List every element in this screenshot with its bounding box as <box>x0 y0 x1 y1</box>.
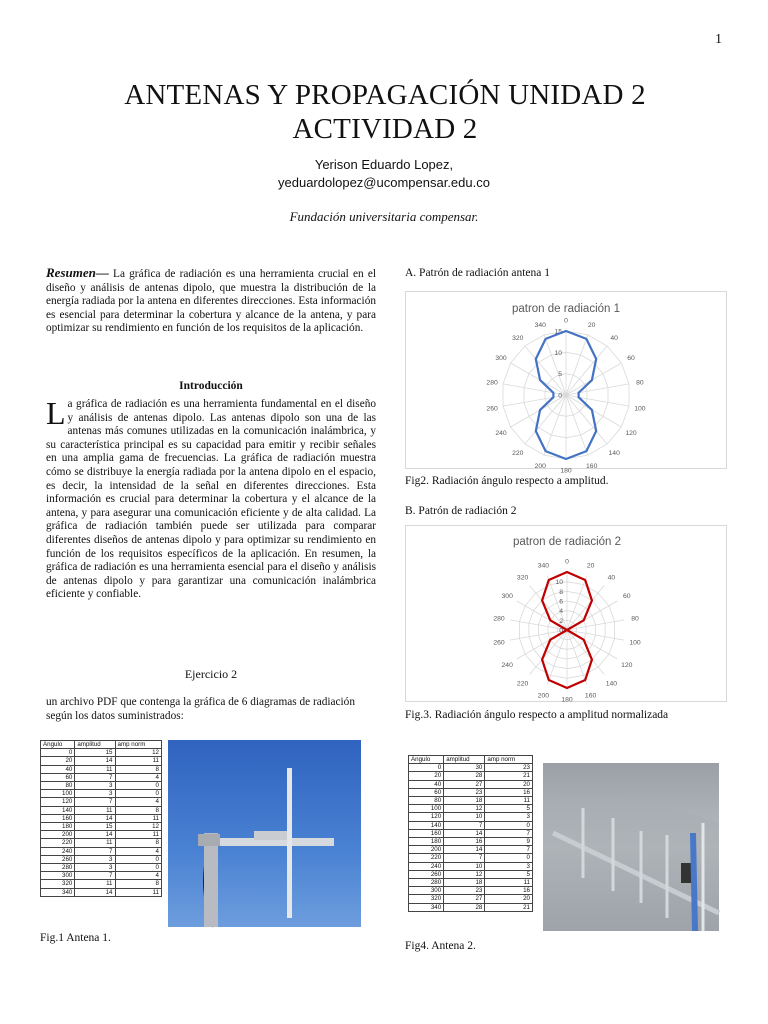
table-cell: 80 <box>41 782 75 790</box>
chart-title: patron de radiación 1 <box>511 303 621 315</box>
table-cell: 14 <box>444 829 485 837</box>
angle-label: 40 <box>610 335 618 342</box>
data-point <box>566 571 568 573</box>
table-header-cell: Angulo <box>41 741 75 749</box>
angle-label: 220 <box>516 680 529 688</box>
table-row <box>409 895 533 903</box>
table-cell: 40 <box>41 765 75 773</box>
angle-label: 200 <box>534 463 546 470</box>
table-cell: 11 <box>485 797 533 805</box>
data-point <box>545 450 547 452</box>
table-cell: 340 <box>409 903 444 911</box>
table-cell: 28 <box>444 772 485 780</box>
table-cell: 14 <box>75 831 115 839</box>
table-row <box>41 798 162 806</box>
page-number: 1 <box>715 32 722 47</box>
table-cell: 300 <box>41 872 75 880</box>
table-cell: 0 <box>485 821 533 829</box>
table-cell: 9 <box>485 838 533 846</box>
table-cell: 7 <box>444 854 485 862</box>
table-cell: 3 <box>75 855 115 863</box>
data-point <box>591 379 593 381</box>
table-cell: 12 <box>115 749 162 757</box>
author-block <box>0 156 768 192</box>
table-cell: 16 <box>485 788 533 796</box>
radial-tick-label: 6 <box>559 598 563 606</box>
table-cell: 28 <box>444 903 485 911</box>
angle-label: 80 <box>636 379 644 387</box>
abstract-text: La gráfica de radiación es una herramienta crucial en el diseño y análisis de antenas dipolo, que muestra la distribución de la energía radiada por la antena en diferentes direcciones. Esta información es esencial para determinar la cobertura y alcance de la antena, y para optimizar su rendimiento en función de los requisitos de la aplicación. <box>46 268 376 335</box>
table-cell: 0 <box>115 790 162 798</box>
angle-label: 60 <box>623 593 631 600</box>
table-cell: 14 <box>444 846 485 854</box>
data-point <box>591 600 593 602</box>
abstract <box>46 266 376 336</box>
angle-label: 80 <box>631 615 639 623</box>
intro-heading: Introducción <box>179 380 243 392</box>
data-point <box>578 396 580 398</box>
table-cell: 280 <box>409 879 444 887</box>
table-cell: 5 <box>485 805 533 813</box>
table-cell: 60 <box>41 773 75 781</box>
table-cell: 16 <box>485 887 533 895</box>
table-cell: 12 <box>444 805 485 813</box>
table-cell: 14 <box>75 757 115 765</box>
table-header-cell: amplitud <box>444 756 485 764</box>
table-cell: 8 <box>115 880 162 888</box>
table-cell: 0 <box>115 782 162 790</box>
antenna-2-photo <box>543 763 719 931</box>
table-cell: 7 <box>75 798 115 806</box>
table-cell: 3 <box>75 782 115 790</box>
table-row <box>41 839 162 847</box>
table-cell: 140 <box>41 806 75 814</box>
table-cell: 60 <box>409 788 444 796</box>
table-row <box>409 903 533 911</box>
table-cell: 4 <box>115 847 162 855</box>
table-cell: 21 <box>485 903 533 911</box>
table-cell: 3 <box>75 864 115 872</box>
table-cell: 80 <box>409 797 444 805</box>
table-cell: 0 <box>485 854 533 862</box>
table-cell: 20 <box>485 780 533 788</box>
table-cell: 15 <box>75 823 115 831</box>
angle-label: 140 <box>608 450 620 457</box>
data-point <box>566 687 568 689</box>
angle-label: 260 <box>493 639 505 647</box>
chart-title: patron de radiación 2 <box>512 536 622 548</box>
table-header-cell: amp norm <box>485 756 533 764</box>
data-point <box>539 409 541 411</box>
table-cell: 23 <box>444 887 485 895</box>
data-point <box>583 639 585 641</box>
data-point <box>550 639 552 641</box>
table-cell: 140 <box>409 821 444 829</box>
table-cell: 7 <box>444 821 485 829</box>
table-row <box>409 870 533 878</box>
yagi-antenna-illustration <box>543 763 719 931</box>
table-cell: 0 <box>115 855 162 863</box>
table-row <box>41 872 162 880</box>
table-cell: 11 <box>75 880 115 888</box>
table-row <box>409 788 533 796</box>
table-row <box>41 847 162 855</box>
table-cell: 11 <box>115 757 162 765</box>
table-row <box>41 765 162 773</box>
table-cell: 11 <box>115 888 162 896</box>
angle-label: 340 <box>537 562 550 570</box>
data-point <box>591 659 593 661</box>
table-cell: 320 <box>41 880 75 888</box>
table-row <box>41 806 162 814</box>
angle-label: 40 <box>607 574 616 582</box>
table-cell: 4 <box>115 872 162 880</box>
title-line-1: ANTENAS Y PROPAGACIÓN UNIDAD 2 <box>124 79 646 111</box>
table-cell: 4 <box>115 798 162 806</box>
data-point <box>565 458 567 460</box>
table-cell: 23 <box>444 788 485 796</box>
table-row <box>409 813 533 821</box>
table-cell: 120 <box>409 813 444 821</box>
table-cell: 100 <box>41 790 75 798</box>
table-cell: 260 <box>41 855 75 863</box>
table-cell: 12 <box>444 870 485 878</box>
table-cell: 0 <box>409 764 444 772</box>
dipole-antenna-illustration <box>168 740 361 927</box>
table-cell: 30 <box>444 764 485 772</box>
radial-tick-label: 15 <box>554 328 562 336</box>
table-header-row <box>41 741 162 749</box>
table-cell: 14 <box>75 814 115 822</box>
angle-label: 140 <box>605 680 618 688</box>
table-row <box>41 814 162 822</box>
table-cell: 23 <box>485 764 533 772</box>
table-row <box>409 862 533 870</box>
table-cell: 18 <box>444 879 485 887</box>
data-table-2 <box>408 755 533 912</box>
table-cell: 15 <box>75 749 115 757</box>
angle-label: 260 <box>486 405 498 413</box>
table-row <box>41 888 162 896</box>
table-header-cell: Angulo <box>409 756 444 764</box>
table-cell: 10 <box>444 862 485 870</box>
table-row <box>409 879 533 887</box>
table-cell: 200 <box>41 831 75 839</box>
table-cell: 40 <box>409 780 444 788</box>
data-point <box>548 679 550 681</box>
author-name: Yerison Eduardo Lopez, <box>314 157 454 172</box>
table-row <box>41 831 162 839</box>
angle-label: 160 <box>586 463 598 470</box>
table-cell: 18 <box>444 797 485 805</box>
fig4-caption: Fig4. Antena 2. <box>405 940 476 952</box>
angle-label: 300 <box>495 355 507 362</box>
table-row <box>409 805 533 813</box>
table-cell: 8 <box>115 765 162 773</box>
angle-label: 160 <box>584 692 597 700</box>
table-cell: 8 <box>115 806 162 814</box>
table-cell: 7 <box>75 773 115 781</box>
drop-cap: L <box>46 395 66 431</box>
table-cell: 4 <box>115 773 162 781</box>
abstract-label: Resumen— <box>46 265 109 280</box>
radial-tick-label: 10 <box>554 349 562 357</box>
fig1-caption: Fig.1 Antena 1. <box>40 932 111 944</box>
table-cell: 180 <box>409 838 444 846</box>
table-cell: 280 <box>41 864 75 872</box>
table-cell: 100 <box>409 805 444 813</box>
table-row <box>41 790 162 798</box>
angle-label: 200 <box>537 692 550 700</box>
data-point <box>595 358 597 360</box>
angle-label: 60 <box>627 355 635 362</box>
table-cell: 160 <box>41 814 75 822</box>
table-cell: 11 <box>115 814 162 822</box>
chart-1-frame <box>405 291 727 475</box>
table-cell: 3 <box>485 862 533 870</box>
table-cell: 240 <box>41 847 75 855</box>
table-cell: 21 <box>485 772 533 780</box>
data-point <box>583 620 585 622</box>
table-cell: 3 <box>75 790 115 798</box>
data-point <box>553 392 555 394</box>
table-row <box>409 780 533 788</box>
data-point <box>584 679 586 681</box>
section-a-heading: A. Patrón de radiación antena 1 <box>405 267 550 279</box>
data-point <box>565 330 567 332</box>
radar-chart-1 <box>406 292 726 475</box>
table-row <box>41 880 162 888</box>
data-point <box>553 396 555 398</box>
table-cell: 200 <box>409 846 444 854</box>
table-cell: 20 <box>41 757 75 765</box>
fig2-caption: Fig2. Radiación ángulo respecto a amplitud. <box>405 475 609 487</box>
data-point <box>541 659 543 661</box>
table-cell: 120 <box>41 798 75 806</box>
angle-label: 0 <box>565 558 569 566</box>
table-row <box>409 846 533 854</box>
table-cell: 300 <box>409 887 444 895</box>
section-b-heading: B. Patrón de radiación 2 <box>405 505 517 517</box>
radial-tick-label: 2 <box>559 617 563 625</box>
table-row <box>409 829 533 837</box>
table-row <box>41 864 162 872</box>
angle-label: 120 <box>625 430 637 437</box>
radial-tick-label: 8 <box>559 588 563 596</box>
data-point <box>539 379 541 381</box>
table-cell: 340 <box>41 888 75 896</box>
table-row <box>409 887 533 895</box>
table-cell: 260 <box>409 870 444 878</box>
table-cell: 11 <box>485 879 533 887</box>
table-cell: 8 <box>115 839 162 847</box>
data-point <box>535 358 537 360</box>
angle-label: 320 <box>512 335 524 342</box>
table-2-body <box>409 756 533 912</box>
angle-label: 300 <box>501 593 513 600</box>
table-cell: 240 <box>409 862 444 870</box>
table-cell: 3 <box>485 813 533 821</box>
table-cell: 0 <box>41 749 75 757</box>
table-cell: 0 <box>115 864 162 872</box>
data-point <box>535 430 537 432</box>
table-cell: 7 <box>75 847 115 855</box>
table-row <box>409 854 533 862</box>
table-1-body <box>41 741 162 897</box>
table-row <box>41 782 162 790</box>
data-point <box>584 579 586 581</box>
radial-tick-label: 0 <box>558 392 562 400</box>
table-cell: 27 <box>444 895 485 903</box>
table-row <box>409 764 533 772</box>
table-row <box>41 757 162 765</box>
intro-text: a gráfica de radiación es una herramienta fundamental en el diseño y análisis de antenas dipolo. Las antenas dipolo son una de las antenas más comunes utilizadas en la comunicación inalámbrica, y su característica principal es su capacidad para emitir y recibir señales en una amplia gama de frecuencias. La gráfica de radiación muestra cómo se distribuye la energía radiada por la antena dipolo en el espacio, es decir, la intensidad de la señal en diferentes direcciones. Esta información es crucial para determinar la cobertura y el alcance de la antena, y para asegurar una comunicación eficiente y de alta calidad. La gráfica de radiación también puede ser utilizada para comparar diferentes diseños de antenas dipolo y para optimizar su rendimiento en función de los requisitos específicos de la aplicación. En resumen, la gráfica de radiación es una herramienta esencial para el diseño y análisis de antenas dipolo y para garantizar una comunicación inalámbrica eficiente y confiable. <box>46 398 376 601</box>
table-cell: 320 <box>409 895 444 903</box>
table-row <box>41 855 162 863</box>
table-row <box>409 821 533 829</box>
table-row <box>409 838 533 846</box>
table-cell: 7 <box>485 846 533 854</box>
table-cell: 11 <box>75 765 115 773</box>
angle-label: 120 <box>621 662 633 669</box>
data-point <box>566 629 568 631</box>
table-cell: 160 <box>409 829 444 837</box>
data-point <box>545 338 547 340</box>
chart-2-frame <box>405 525 727 702</box>
data-point <box>541 600 543 602</box>
radial-tick-label: 0 <box>559 627 563 635</box>
data-point <box>586 450 588 452</box>
table-cell: 7 <box>75 872 115 880</box>
angle-label: 240 <box>501 662 513 669</box>
radial-tick-label: 4 <box>559 608 563 616</box>
angle-label: 340 <box>534 322 546 329</box>
table-cell: 14 <box>75 888 115 896</box>
data-point <box>586 338 588 340</box>
radial-tick-label: 5 <box>558 371 562 379</box>
angle-label: 320 <box>516 574 529 582</box>
angle-label: 220 <box>512 450 524 457</box>
angle-label: 280 <box>486 379 498 387</box>
table-cell: 7 <box>485 829 533 837</box>
table-cell: 20 <box>409 772 444 780</box>
table-cell: 16 <box>444 838 485 846</box>
table-row <box>41 749 162 757</box>
angle-label: 240 <box>495 430 507 437</box>
table-cell: 20 <box>485 895 533 903</box>
author-email[interactable]: yeduardolopez@ucompensar.edu.co <box>278 175 490 190</box>
table-header-row <box>409 756 533 764</box>
table-cell: 220 <box>41 839 75 847</box>
data-point <box>591 409 593 411</box>
table-cell: 11 <box>75 839 115 847</box>
angle-label: 280 <box>493 615 505 623</box>
data-point <box>578 392 580 394</box>
angle-label: 100 <box>634 405 646 413</box>
table-row <box>409 772 533 780</box>
antenna-1-photo <box>168 740 361 927</box>
table-cell: 180 <box>41 823 75 831</box>
table-cell: 11 <box>115 831 162 839</box>
table-cell: 11 <box>75 806 115 814</box>
table-row <box>41 773 162 781</box>
angle-label: 0 <box>564 317 568 325</box>
radial-tick-label: 10 <box>555 579 563 587</box>
table-row <box>409 797 533 805</box>
fig3-caption: Fig.3. Radiación ángulo respecto a amplitud normalizada <box>405 709 669 721</box>
table-cell: 5 <box>485 870 533 878</box>
table-cell: 10 <box>444 813 485 821</box>
paper-title <box>60 78 710 146</box>
table-header-cell: amplitud <box>75 741 115 749</box>
radar-chart-2 <box>406 526 726 704</box>
angle-label: 100 <box>629 639 641 647</box>
data-point <box>548 579 550 581</box>
angle-label: 20 <box>587 322 596 329</box>
title-line-2: ACTIVIDAD 2 <box>292 113 478 145</box>
angle-label: 20 <box>586 562 595 570</box>
table-header-cell: amp norm <box>115 741 162 749</box>
table-cell: 12 <box>115 823 162 831</box>
exercise-text: un archivo PDF que contenga la gráfica de 6 diagramas de radiación según los datos suministrados: <box>46 696 355 722</box>
angle-label: 180 <box>561 696 573 704</box>
table-cell: 220 <box>409 854 444 862</box>
data-point <box>550 620 552 622</box>
data-table-1 <box>40 740 162 897</box>
angle-label: 180 <box>560 467 572 475</box>
affiliation: Fundación universitaria compensar. <box>289 209 479 224</box>
intro-paragraph <box>46 395 376 602</box>
data-point <box>595 430 597 432</box>
table-row <box>41 823 162 831</box>
table-cell: 27 <box>444 780 485 788</box>
exercise-heading: Ejercicio 2 <box>184 667 238 681</box>
